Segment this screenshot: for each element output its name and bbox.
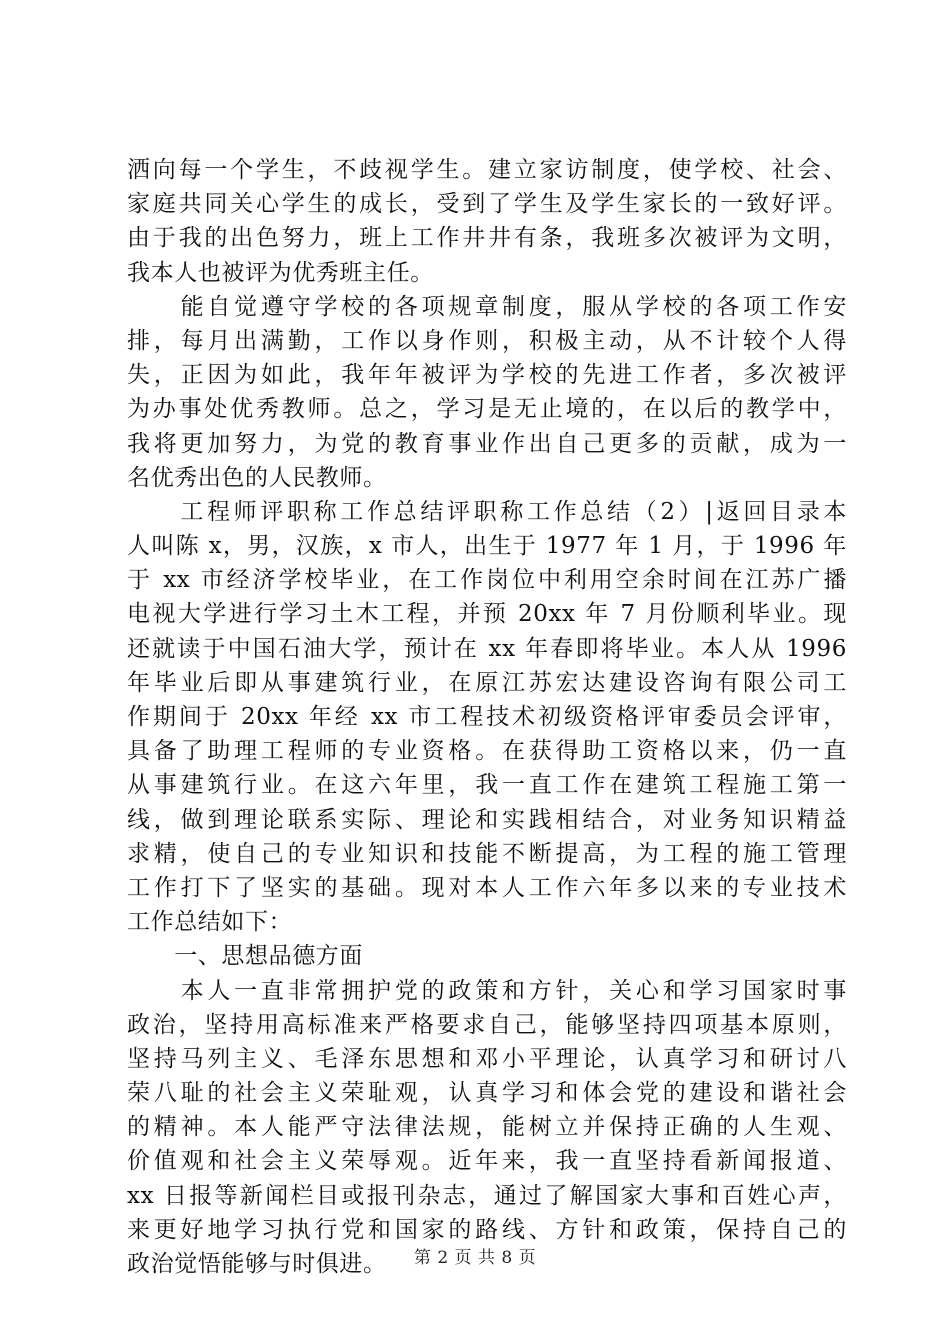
text-line: 我将更加努力，为党的教育事业作出自己更多的贡献，成为一	[127, 430, 847, 457]
text-line: 于 xx 市经济学校毕业，在工作岗位中利用空余时间在江苏广播	[127, 567, 847, 594]
text-line: 还就读于中国石油大学，预计在 xx 年春即将毕业。本人从 1996	[127, 635, 847, 662]
text-line: 来更好地学习执行党和国家的路线、方针和政策，保持自己的	[127, 1216, 847, 1243]
text-line: 由于我的出色努力，班上工作井井有条，我班多次被评为文明，	[127, 225, 847, 252]
text-line: 价值观和社会主义荣辱观。近年来，我一直坚持看新闻报道、	[127, 1148, 847, 1175]
text-line: 工程师评职称工作总结评职称工作总结（2）|返回目录本	[127, 498, 847, 525]
text-line: 坚持马列主义、毛泽东思想和邓小平理论，认真学习和研讨八	[127, 1045, 847, 1072]
text-line: 具备了助理工程师的专业资格。在获得助工资格以来，仍一直	[127, 738, 847, 765]
text-line: 作期间于 20xx 年经 xx 市工程技术初级资格评审委员会评审，	[127, 704, 847, 730]
text-line: 我本人也被评为优秀班主任。	[127, 259, 434, 286]
text-line: 洒向每一个学生，不歧视学生。建立家访制度，使学校、社会、	[127, 157, 847, 183]
text-line: 人叫陈 x，男，汉族，x 市人，出生于 1977 年 1 月，于 1996 年	[127, 533, 847, 560]
text-line: 为办事处优秀教师。总之，学习是无止境的，在以后的教学中，	[127, 396, 847, 423]
text-line: xx 日报等新闻栏目或报刊杂志，通过了解国家大事和百姓心声，	[127, 1182, 847, 1209]
text-line: 失，正因为如此，我年年被评为学校的先进工作者，多次被评	[127, 362, 847, 389]
section-heading: 一、思想品德方面	[127, 943, 363, 970]
text-line: 荣八耻的社会主义荣耻观，认真学习和体会党的建设和谐社会	[127, 1080, 847, 1107]
text-line: 线，做到理论联系实际、理论和实践相结合，对业务知识精益	[127, 806, 847, 833]
text-line: 求精，使自己的专业知识和技能不断提高，为工程的施工管理	[127, 840, 847, 867]
text-line: 从事建筑行业。在这六年里，我一直工作在建筑工程施工第一	[127, 772, 847, 799]
text-line: 能自觉遵守学校的各项规章制度，服从学校的各项工作安	[127, 293, 847, 320]
text-line: 本人一直非常拥护党的政策和方针，关心和学习国家时事	[127, 977, 847, 1004]
text-line: 政治，坚持用高标准来严格要求自己，能够坚持四项基本原则，	[127, 1011, 847, 1038]
text-line: 电视大学进行学习土木工程，并预 20xx 年 7 月份顺利毕业。现	[127, 601, 847, 628]
document-body	[127, 153, 847, 1281]
text-line: 排，每月出满勤，工作以身作则，积极主动，从不计较个人得	[127, 327, 847, 354]
text-line: 名优秀出色的人民教师。	[127, 464, 387, 491]
text-line: 的精神。本人能严守法律法规，能树立并保持正确的人生观、	[127, 1114, 847, 1141]
text-line: 家庭共同关心学生的成长，受到了学生及学生家长的一致好评。	[127, 191, 847, 218]
page-number-footer: 第 2 页 共 8 页	[413, 1248, 537, 1268]
text-line: 工作打下了坚实的基础。现对本人工作六年多以来的专业技术	[127, 874, 847, 901]
text-line: 年毕业后即从事建筑行业，在原江苏宏达建设咨询有限公司工	[127, 669, 847, 696]
text-line: 政治觉悟能够与时俱进。	[127, 1251, 387, 1277]
text-line: 工作总结如下：	[127, 909, 293, 936]
